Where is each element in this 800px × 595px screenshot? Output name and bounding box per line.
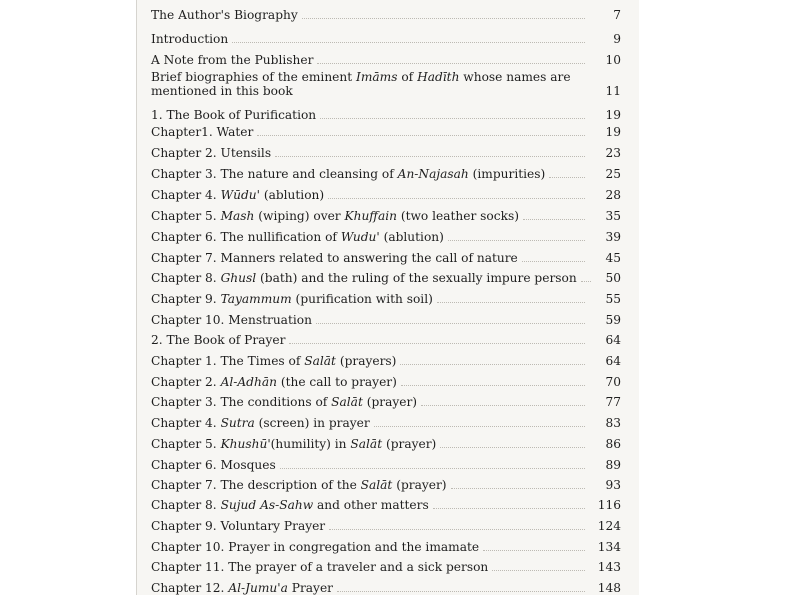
toc-entry-title <box>151 108 316 122</box>
title-text: Chapter1. Water <box>151 125 254 139</box>
book-page <box>136 0 639 595</box>
toc-page-number: 23 <box>605 146 621 160</box>
italic-term: Imāms <box>356 70 398 84</box>
dot-leader <box>451 488 585 489</box>
toc-entry-title <box>151 560 488 574</box>
title-text: Prayer <box>287 581 333 595</box>
italic-term: Mash <box>220 209 255 223</box>
title-text: The Author's Biography <box>151 8 298 22</box>
dot-leader <box>401 385 585 386</box>
toc-entry <box>151 108 621 122</box>
toc-entry-title <box>151 333 285 347</box>
toc-page-number: 116 <box>597 498 621 512</box>
title-text: Chapter 2. Utensils <box>151 146 272 160</box>
toc-entry-title <box>151 230 444 244</box>
title-text: Chapter 9. <box>151 292 221 306</box>
toc-page-number: 11 <box>605 84 621 98</box>
dot-leader <box>232 42 585 43</box>
italic-term: An-Najasah <box>397 167 469 181</box>
dot-leader <box>374 426 585 427</box>
toc-page-number: 55 <box>605 292 621 306</box>
title-text: Chapter 9. Voluntary Prayer <box>151 519 326 533</box>
title-text: Chapter 8. <box>151 271 221 285</box>
toc-entry-title <box>151 188 324 202</box>
toc-page-number: 148 <box>597 581 621 595</box>
toc-page-number: 64 <box>605 354 621 368</box>
toc-page-number: 143 <box>597 560 621 574</box>
toc-page-number: 77 <box>605 395 621 409</box>
title-text: (the call to prayer) <box>276 375 397 389</box>
title-text: Chapter 7. The description of the <box>151 478 361 492</box>
toc-page-number: 86 <box>605 437 621 451</box>
toc-entry <box>151 395 621 409</box>
title-text: Chapter 5. <box>151 437 221 451</box>
title-text: Chapter 10. Menstruation <box>151 313 312 327</box>
toc-entry-title <box>151 125 253 139</box>
italic-term: Tayammum <box>220 292 292 306</box>
title-text: (prayer) <box>382 437 437 451</box>
toc-entry <box>151 354 621 368</box>
toc-entry-title <box>151 581 333 595</box>
dot-leader <box>433 508 585 509</box>
italic-term: Salāt <box>331 395 363 409</box>
title-text: Chapter 4. <box>151 416 221 430</box>
toc-entry-title <box>151 395 417 409</box>
toc-entry-title <box>151 251 518 265</box>
title-text: Chapter 1. The Times of <box>151 354 305 368</box>
title-text: 1. The Book of Purification <box>151 108 317 122</box>
toc-entry <box>151 271 621 285</box>
title-text: Chapter 2. <box>151 375 221 389</box>
title-text: (humility) in <box>270 437 351 451</box>
toc-entry <box>151 53 621 67</box>
toc-entry-title <box>151 458 276 472</box>
title-text: (ablution) <box>259 188 325 202</box>
toc-entry <box>151 333 621 347</box>
title-text: Chapter 3. The conditions of <box>151 395 332 409</box>
toc-entry-title <box>151 519 325 533</box>
dot-leader <box>437 302 585 303</box>
toc-entry-title <box>151 146 271 160</box>
italic-term: Ghusl <box>220 271 257 285</box>
italic-term: Khushū' <box>220 437 271 451</box>
dot-leader <box>448 240 585 241</box>
toc-entry <box>151 478 621 492</box>
dot-leader <box>289 343 585 344</box>
title-text: Chapter 6. The nullification of <box>151 230 341 244</box>
title-text: Chapter 3. The nature and cleansing of <box>151 167 398 181</box>
title-text: (prayer) <box>362 395 418 409</box>
toc-page-number: 50 <box>605 271 621 285</box>
italic-term: Salāt <box>350 437 383 451</box>
title-text: (wiping) over <box>254 209 345 223</box>
toc-entry <box>151 167 621 181</box>
italic-term: Sujud As-Sahw <box>220 498 314 512</box>
toc-page-number: 39 <box>605 230 621 244</box>
title-text: (ablution) <box>379 230 444 244</box>
toc-entry-title <box>151 416 370 430</box>
toc-entry <box>151 292 621 306</box>
toc-page-number: 59 <box>605 313 621 327</box>
dot-leader <box>302 18 585 19</box>
dot-leader <box>523 219 585 220</box>
title-text: (two leather socks) <box>396 209 519 223</box>
toc-entry-title <box>151 209 519 223</box>
italic-term: Al-Adhān <box>220 375 277 389</box>
dot-leader <box>581 281 591 282</box>
toc-entry <box>151 519 621 533</box>
toc-entry <box>151 146 621 160</box>
toc-entry <box>151 125 621 139</box>
title-text: A Note from the Publisher <box>151 53 314 67</box>
toc-entry <box>151 581 621 595</box>
title-text: Chapter 7. Manners related to answering the call of nature <box>151 251 518 265</box>
title-text: Chapter 4. <box>151 188 221 202</box>
toc-entry <box>151 375 621 389</box>
italic-term: Al-Jumu'a <box>228 581 288 595</box>
toc-entry-title <box>151 271 577 285</box>
toc-entry-title <box>151 8 298 22</box>
toc-page-number: 19 <box>605 125 621 139</box>
italic-term: Salāt <box>360 478 393 492</box>
toc-entry <box>151 540 621 554</box>
toc-entry-title <box>151 354 396 368</box>
dot-leader <box>549 177 585 178</box>
dot-leader <box>421 405 585 406</box>
title-text: (prayers) <box>335 354 397 368</box>
dot-leader <box>483 550 585 551</box>
title-text: and other matters <box>313 498 429 512</box>
toc-entry <box>151 32 621 46</box>
toc-page-number: 25 <box>605 167 621 181</box>
dot-leader <box>400 364 585 365</box>
dot-leader <box>257 135 585 136</box>
toc-page-number: 7 <box>613 8 621 22</box>
dot-leader <box>328 198 585 199</box>
title-text: Brief biographies of the eminent <box>151 70 357 84</box>
toc-page-number: 28 <box>605 188 621 202</box>
italic-term: Wudu' <box>340 230 380 244</box>
toc-entry <box>151 8 621 22</box>
toc-entry <box>151 498 621 512</box>
title-text: Introduction <box>151 32 229 46</box>
toc-page-number: 45 <box>605 251 621 265</box>
toc-entry <box>151 560 621 574</box>
toc-page-number: 93 <box>605 478 621 492</box>
title-text: 2. The Book of Prayer <box>151 333 286 347</box>
title-text: Chapter 5. <box>151 209 221 223</box>
dot-leader <box>317 63 585 64</box>
toc-page-number: 35 <box>605 209 621 223</box>
toc-entry-title <box>151 70 621 98</box>
italic-term: Khuffain <box>344 209 397 223</box>
toc-entry <box>151 230 621 244</box>
dot-leader <box>280 468 585 469</box>
title-text: Chapter 12. <box>151 581 229 595</box>
toc-entry-title <box>151 313 312 327</box>
toc-page-number: 89 <box>605 458 621 472</box>
toc-entry-title <box>151 292 433 306</box>
title-text: Chapter 11. The prayer of a traveler and a sick person <box>151 560 489 574</box>
toc-entry-title <box>151 437 436 451</box>
toc-entry <box>151 188 621 202</box>
toc-entry-title <box>151 540 479 554</box>
toc-entry <box>151 251 621 265</box>
dot-leader <box>316 323 585 324</box>
toc-entry <box>151 458 621 472</box>
italic-term: Sutra <box>220 416 255 430</box>
title-text: (impurities) <box>468 167 546 181</box>
toc-page-number: 64 <box>605 333 621 347</box>
dot-leader <box>320 118 585 119</box>
dot-leader <box>492 570 585 571</box>
toc-entry-title <box>151 53 313 67</box>
title-text: (purification with soil) <box>291 292 433 306</box>
title-text: (bath) and the ruling of the sexually impure person <box>256 271 577 285</box>
toc-entry-title <box>151 498 429 512</box>
title-text: (prayer) <box>392 478 447 492</box>
italic-term: Hadīth <box>417 70 460 84</box>
dot-leader <box>275 156 585 157</box>
toc-page-number: 70 <box>605 375 621 389</box>
title-text: whose names are mentioned in this book <box>151 70 571 98</box>
toc-entry <box>151 70 621 98</box>
toc-entry <box>151 437 621 451</box>
title-text: Chapter 8. <box>151 498 221 512</box>
toc-entry-title <box>151 478 447 492</box>
title-text: Chapter 6. Mosques <box>151 458 276 472</box>
toc-page-number: 10 <box>605 53 621 67</box>
title-text: (screen) in prayer <box>254 416 370 430</box>
italic-term: Salāt <box>304 354 336 368</box>
toc-entry-title <box>151 32 228 46</box>
dot-leader <box>522 261 585 262</box>
toc-page-number: 9 <box>613 32 621 46</box>
title-text: of <box>397 70 418 84</box>
title-text: Chapter 10. Prayer in congregation and the imamate <box>151 540 480 554</box>
toc-page-number: 19 <box>605 108 621 122</box>
toc-entry-title <box>151 167 545 181</box>
toc-entry <box>151 313 621 327</box>
toc-page-number: 134 <box>597 540 621 554</box>
italic-term: Wūdu' <box>220 188 260 202</box>
toc-page-number: 124 <box>597 519 621 533</box>
dot-leader <box>337 591 585 592</box>
toc-entry-title <box>151 375 397 389</box>
toc-entry <box>151 209 621 223</box>
dot-leader <box>440 447 585 448</box>
toc-page-number: 83 <box>605 416 621 430</box>
dot-leader <box>329 529 585 530</box>
toc-entry <box>151 416 621 430</box>
